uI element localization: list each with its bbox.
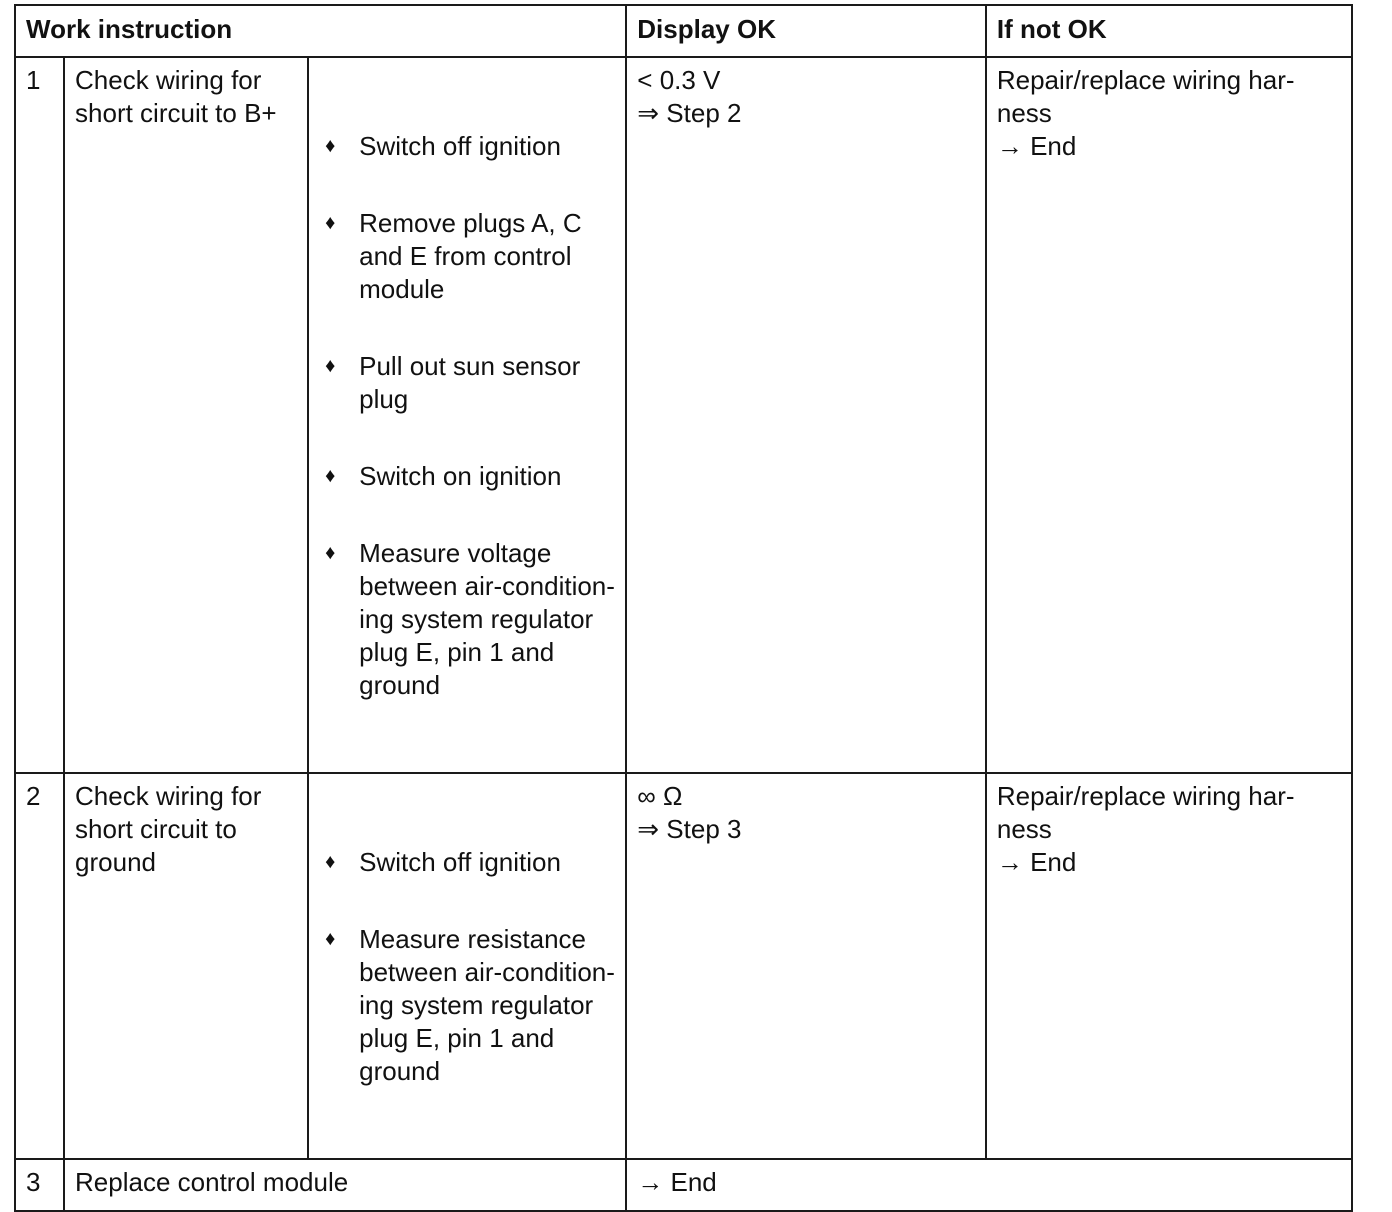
list-item: [319, 207, 615, 306]
work-instruction-sheet: [14, 4, 1353, 1212]
list-item: [319, 923, 615, 1088]
header-if-not-ok: If not OK: [986, 5, 1352, 57]
action-text: Pull out sun sensor plug: [359, 351, 581, 414]
step-number: 2: [15, 773, 64, 1159]
step-number: 1: [15, 57, 64, 773]
diamond-bullet-icon: ♦: [325, 355, 336, 377]
list-item: [319, 846, 615, 879]
step-actions: [308, 773, 626, 1159]
list-item: [319, 350, 615, 416]
action-text: Remove plugs A, C and E from control module: [359, 208, 582, 304]
if-not-ok-value: Repair/replace wiring har- ness → End: [986, 57, 1352, 773]
action-text: Switch off ignition: [359, 847, 561, 877]
header-display-ok: Display OK: [626, 5, 986, 57]
step-description: Check wiring for short circuit to ground: [64, 773, 308, 1159]
display-ok-value: → End: [626, 1159, 1352, 1211]
diamond-bullet-icon: ♦: [325, 928, 336, 950]
step-actions: [308, 57, 626, 773]
action-list: [319, 97, 615, 735]
action-text: Measure resistance between air-condition- ing system regulator plug E, pin 1 and ground: [359, 924, 615, 1086]
action-text: Measure voltage between air-condition- ing system regulator plug E, pin 1 and ground: [359, 538, 615, 700]
header-row: [15, 5, 1352, 57]
display-ok-value: < 0.3 V ⇒ Step 2: [626, 57, 986, 773]
action-text: Switch on ignition: [359, 461, 562, 491]
diamond-bullet-icon: ♦: [325, 212, 336, 234]
step-description: Replace control module: [64, 1159, 626, 1211]
if-not-ok-value: Repair/replace wiring har- ness → End: [986, 773, 1352, 1159]
diamond-bullet-icon: ♦: [325, 135, 336, 157]
diamond-bullet-icon: ♦: [325, 465, 336, 487]
diamond-bullet-icon: ♦: [325, 851, 336, 873]
table-row: [15, 773, 1352, 1159]
step-number: 3: [15, 1159, 64, 1211]
step-description: Check wiring for short circuit to B+: [64, 57, 308, 773]
work-instruction-table: [14, 4, 1353, 1212]
list-item: [319, 537, 615, 702]
table-row: [15, 57, 1352, 773]
table-row: [15, 1159, 1352, 1211]
diamond-bullet-icon: ♦: [325, 542, 336, 564]
header-work-instruction: Work instruction: [15, 5, 626, 57]
list-item: [319, 460, 615, 493]
list-item: [319, 130, 615, 163]
display-ok-value: ∞ Ω ⇒ Step 3: [626, 773, 986, 1159]
action-text: Switch off ignition: [359, 131, 561, 161]
action-list: [319, 813, 615, 1121]
